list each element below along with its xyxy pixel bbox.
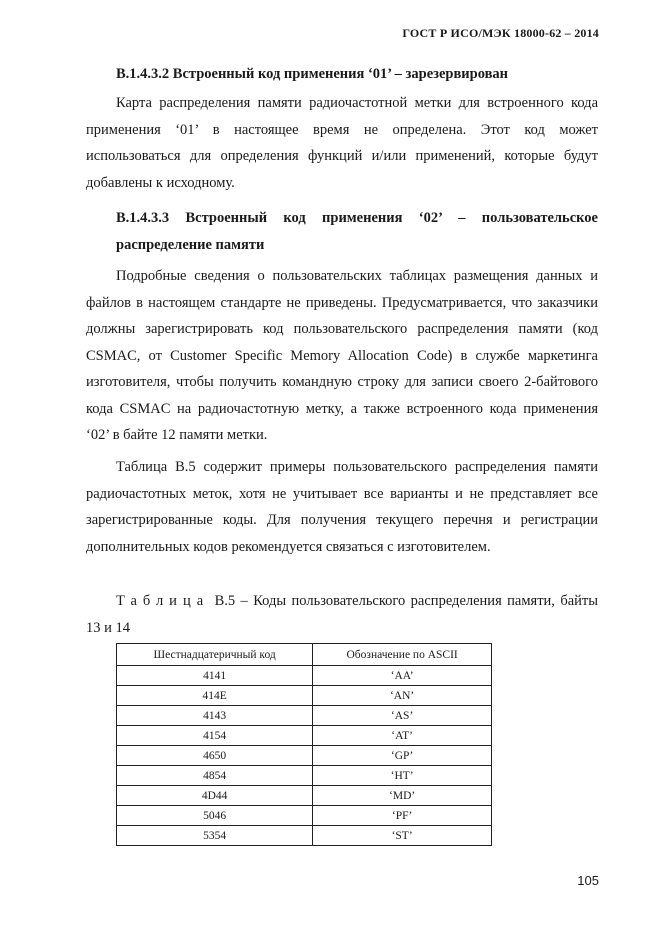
ascii-cell: ‘MD’ xyxy=(313,786,492,806)
section-heading-b1432: В.1.4.3.2 Встроенный код применения ‘01’ – зарезервирован xyxy=(116,66,509,82)
table-row xyxy=(117,786,492,806)
section-paragraph-b1433-1: Подробные сведения о пользовательских таблицах размещения данных и файлов в настоящем стандарте не приведены. Предусматривается, что заказчики должны зарегистрировать код пользовательского распределения памяти (код CSMAC, от Customer Specific Memory Allocation Code) в службе маркетинга изготовителя, чтобы получить командную строку для записи своего 2-байтового кода CSMAC на радиочастотную метку, а также встроенного кода применения ‘02’ в байте 12 памяти метки. xyxy=(86,268,598,443)
hex-cell: 5354 xyxy=(117,826,313,846)
ascii-cell: ‘GP’ xyxy=(313,746,492,766)
table-row xyxy=(117,826,492,846)
table-header-row xyxy=(117,644,492,666)
hex-cell: 4143 xyxy=(117,706,313,726)
column-header-hex: Шестнадцатеричный код xyxy=(117,644,313,666)
ascii-cell: ‘AN’ xyxy=(313,686,492,706)
ascii-cell: ‘AS’ xyxy=(313,706,492,726)
section-heading-b1433: В.1.4.3.3 Встроенный код применения ‘02’ – пользовательское распределение памяти xyxy=(116,210,598,253)
document-header: ГОСТ Р ИСО/МЭК 18000-62 – 2014 xyxy=(402,26,599,40)
table-row xyxy=(117,806,492,826)
hex-cell: 4D44 xyxy=(117,786,313,806)
section-paragraph-b1433-2: Таблица В.5 содержит примеры пользовательского распределения памяти радиочастотных меток, хотя не учитывает все варианты и не представляет все зарегистрированные коды. Для получения текущего перечня и регистрации дополнительных кодов рекомендуется связаться с изготовителем. xyxy=(86,459,598,555)
ascii-cell: ‘PF’ xyxy=(313,806,492,826)
hex-cell: 4854 xyxy=(117,766,313,786)
ascii-cell: ‘AT’ xyxy=(313,726,492,746)
table-row xyxy=(117,766,492,786)
ascii-cell: ‘ST’ xyxy=(313,826,492,846)
column-header-ascii: Обозначение по ASCII xyxy=(313,644,492,666)
table-caption xyxy=(86,588,598,642)
page-number: 105 xyxy=(577,873,599,888)
ascii-cell: ‘HT’ xyxy=(313,766,492,786)
table-row xyxy=(117,666,492,686)
table-row xyxy=(117,686,492,706)
table-caption-text: В.5 – Коды пользовательского распределения памяти, байты 13 и 14 xyxy=(86,593,598,636)
table-row xyxy=(117,726,492,746)
hex-cell: 4154 xyxy=(117,726,313,746)
table-caption-label: Таблица xyxy=(116,593,210,609)
ascii-cell: ‘AA’ xyxy=(313,666,492,686)
hex-cell: 5046 xyxy=(117,806,313,826)
hex-cell: 4650 xyxy=(117,746,313,766)
table-row xyxy=(117,746,492,766)
hex-cell: 4141 xyxy=(117,666,313,686)
table-row xyxy=(117,706,492,726)
csmac-codes-table xyxy=(116,643,492,846)
section-paragraph-b1432: Карта распределения памяти радиочастотной метки для встроенного кода применения ‘01’ в настоящее время не определена. Этот код может использоваться для определения функций и/или применений, которые будут добавлены к исходному. xyxy=(86,95,598,191)
hex-cell: 414E xyxy=(117,686,313,706)
